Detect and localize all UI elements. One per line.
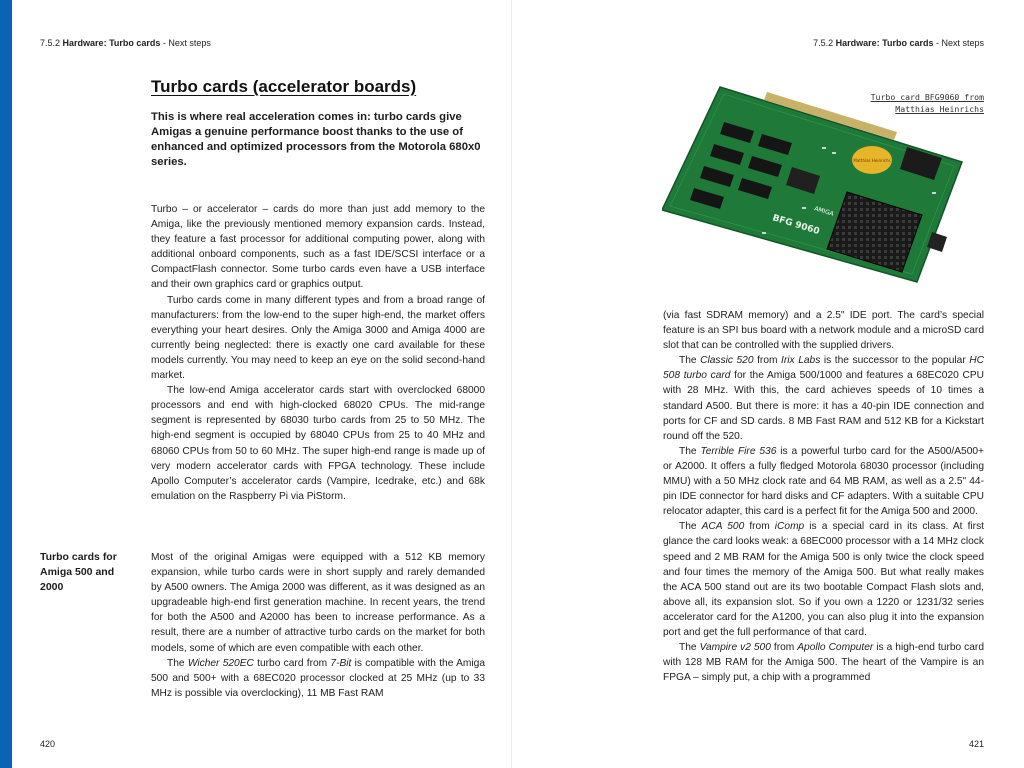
paragraph (663, 640, 984, 685)
running-header (40, 38, 211, 48)
text-run: turbo card from (253, 657, 331, 669)
product-name: Vampire v2 500 (699, 642, 771, 654)
header-topic: Hardware: Turbo cards (835, 38, 934, 48)
text-run: from (744, 521, 775, 533)
page-number: 421 (968, 739, 984, 749)
photo-caption (871, 91, 984, 115)
text-run: is the successor to the popular (820, 355, 970, 367)
caption-line: Matthias Heinrichs (895, 104, 984, 114)
header-sub: - Next steps (933, 38, 984, 48)
product-name: HC 508 turbo card (663, 355, 984, 382)
caption-line: Turbo card BFG9060 from (870, 92, 984, 102)
board-label: BFG 9060 (771, 213, 821, 238)
text-run: for the Amiga 500/1000 and features a 68EC020 CPU with 28 MHz. With this, the card achieves speeds of 10 times a standard A500. But there is more: it has a 40-pin IDE connection and ports for CF and SD cards. 8 MB Fast RAM and 512 KB for a Kickstart round off the 520. (663, 370, 985, 442)
product-name: Classic 520 (700, 355, 754, 367)
body-column-3 (663, 308, 984, 685)
manufacturer-name: Irix Labs (781, 355, 821, 367)
text-run: is compatible with the Amiga 500 and 500+ with a 68EC020 processor clocked at 25 MHz (up to 33 MHz is possible via overclocking), 11 MB Fast RAM (151, 657, 485, 699)
paragraph (663, 519, 984, 640)
paragraph (663, 353, 984, 444)
text-run: The (679, 642, 700, 654)
body-column-2 (151, 550, 485, 701)
text-run: from (770, 642, 798, 654)
text-run: is a special card in its class. At first glance the card looks weak: a 68EC000 processor with a 14 MHz clock speed and 2 MB RAM for the Amiga 500 is only twice the clock speed and four times the memory of the Amiga 500. But what really makes the ACA 500 stand out are its two bootable Compact Flash slots and, above all, its expansion slot. So if you own a 1220 or 1231/32 series accelerator card for the A1200, you can also plug it into the expansion port and get the full performance of that card. (663, 521, 984, 638)
header-section: 7.5.2 (40, 38, 61, 48)
text-run: from (753, 355, 782, 367)
manufacturer-name: 7-Bit (330, 657, 352, 669)
text-run: The (679, 355, 701, 367)
running-header (813, 38, 984, 48)
intro-lead (151, 110, 481, 170)
header-topic: Hardware: Turbo cards (62, 38, 161, 48)
left-page (12, 0, 512, 768)
intro-text: This is where real acceleration comes in: turbo cards give Amigas a genuine performance boost thanks to the use of enhanced and optimized processors from the Motorola 680x0 series. (151, 111, 481, 168)
manufacturer-name: iComp (774, 521, 805, 533)
spine-color-bar (0, 0, 12, 768)
text-run: is a high-end turbo card with 128 MB RAM for the Amiga 500. The heart of the Vampire is an FPGA – simply put, a chip with a programmed (663, 642, 984, 684)
section-title: Turbo cards (accelerator boards) (151, 77, 417, 96)
product-name: Wicher 520EC (187, 657, 254, 669)
header-sub: - Next steps (160, 38, 211, 48)
paragraph: Most of the original Amigas were equipped with a 512 KB memory expansion, while turbo cards were in short supply and rarely demanded by A500 owners. The Amiga 2000 was different, as it was designed as an upgradeable high-end first generation machine. In recent years, the trend for both the A500 and A2000 has been to increase performance. As a result, there are a number of attractive turbo cards on the market for both models, some of which are even compatible with each other. (151, 552, 485, 654)
side-heading: Turbo cards for Amiga 500 and 2000 (40, 551, 117, 594)
paragraph: Turbo cards come in many different types and from a broad range of manufacturers: from the low-end to the super high-end, the market offers everything your heart desires. Only the Amiga 3000 and Amiga 4000 are currently being neglected: there is exactly one card available for these models currently. You may need to keep an eye on the solid second-hand market. (151, 294, 485, 382)
right-page (512, 0, 1024, 768)
paragraph: Turbo – or accelerator – cards do more than just add memory to the Amiga, like the previously mentioned memory expansion cards. Instead, they feature a fast processor for additional computing power, along with additional onboard components, such as a fast IDE/SCSI interface or a CompactFlash connector. Some turbo cards even have a USB interface and their own graphics card or graphics output. (151, 204, 485, 291)
paragraph (663, 444, 984, 519)
manufacturer-name: Apollo Computer (797, 642, 874, 654)
page-number: 420 (40, 739, 56, 749)
paragraph: (via fast SDRAM memory) and a 2.5" IDE port. The card’s special feature is an SPI bus board with a network module and a microSD card slot that can be controlled with the supplied drivers. (663, 310, 984, 352)
paragraph (151, 656, 485, 701)
text-run: The (679, 445, 701, 457)
body-column-1 (151, 202, 485, 504)
amiga-logo: AMIGA (813, 205, 835, 218)
header-section: 7.5.2 (813, 38, 834, 48)
sticker-text: Matthias Heinrichs (853, 158, 891, 163)
text-run: The (679, 521, 702, 533)
product-name: Terrible Fire 536 (700, 445, 777, 457)
text-run: The (167, 657, 188, 669)
paragraph: The low-end Amiga accelerator cards start with overclocked 68000 processors and end with high-clocked 68020 CPUs. The mid-range segment is represented by 68030 turbo cards from 25 to 50 MHz. The high-end segment is occupied by 68040 CPUs from 25 to 40 MHz and 68060 CPUs from 50 to 60 MHz. The super high-end range is made up of very modern accelerator cards with FPGA technology. These include Apollo Computer’s accelerator cards (Vampire, Icedrake, etc.) and 68k emulation on the Raspberry Pi via PiStorm. (151, 385, 485, 502)
product-name: ACA 500 (701, 521, 745, 533)
text-run: is a powerful turbo card for the A500/A500+ or A2000. It offers a fully fledged Motorola 68030 processor (including MMU) with a 50 MHz clock rate and 64 MB RAM, as well as a 2.5" 44-pin IDE connector for hard disks and CF adapters. With a suitable CPU relocator adapter, this card is a perfect fit for the Amiga 500 and 2000. (663, 445, 984, 518)
